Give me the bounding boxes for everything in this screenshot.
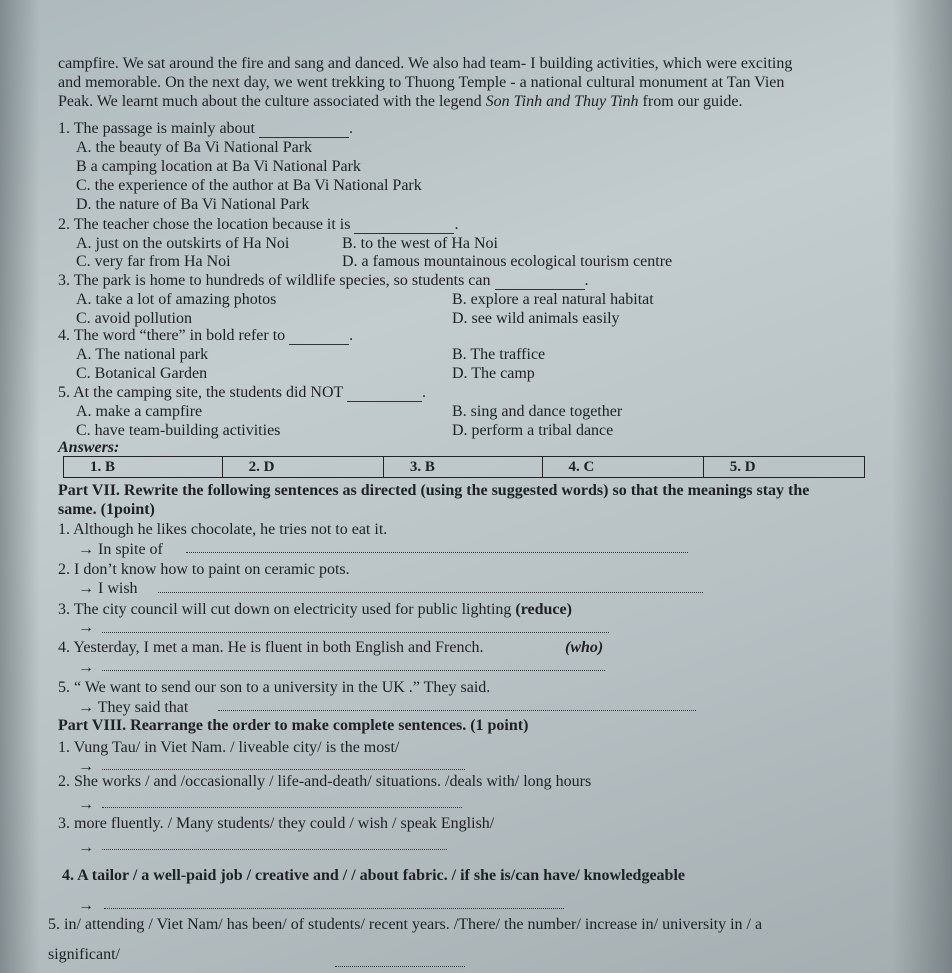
- q4-option-c: C. Botanical Garden: [76, 365, 208, 382]
- passage-text: Peak. We learnt much about the culture associated with the legend: [58, 93, 486, 110]
- p8-sentence-1: 1. Vung Tau/ in Viet Nam. / liveable city/ is the most/: [58, 739, 400, 756]
- answer-line[interactable]: [102, 769, 465, 770]
- answer-line[interactable]: [218, 710, 696, 711]
- answer-line[interactable]: [335, 966, 465, 967]
- q1-option-c: C. the experience of the author at Ba Vi National Park: [76, 177, 422, 194]
- answers-label: Answers:: [58, 439, 120, 456]
- q5-option-c: C. have team-building activities: [76, 422, 281, 439]
- p7-answer-prefix-5: → They said that: [78, 699, 189, 716]
- q5-option-b: B. sing and dance together: [452, 403, 623, 420]
- p8-sentence-5: 5. in/ attending / Viet Nam/ has been/ of students/ recent years. /There/ the number/ increase in/ university in / a: [48, 916, 763, 933]
- p7-sentence-5: 5. “ We want to send our son to a university in the UK .” They said.: [58, 679, 491, 696]
- answer-line[interactable]: [102, 807, 462, 808]
- answer-blank[interactable]: [347, 387, 422, 402]
- answer-blank[interactable]: [259, 123, 349, 138]
- answer-cell: 5. D: [703, 457, 864, 478]
- p8-answer-prefix-1: →: [78, 758, 94, 775]
- part8-title: Part VIII. Rearrange the order to make complete sentences. (1 point): [58, 717, 529, 734]
- q4-option-d: D. The camp: [452, 365, 535, 382]
- p7-sentence-4: 4. Yesterday, I met a man. He is fluent in both English and French.: [58, 639, 484, 656]
- answer-cell: 1. B: [64, 457, 223, 478]
- answer-cell: 3. B: [383, 457, 542, 478]
- q3-option-d: D. see wild animals easily: [452, 310, 620, 327]
- q4-option-b: B. The traffice: [452, 346, 546, 363]
- q3-option-b: B. explore a real natural habitat: [452, 291, 654, 308]
- answer-blank[interactable]: [289, 330, 349, 345]
- passage-line-3: [58, 92, 743, 111]
- p8-answer-prefix-2: →: [78, 796, 94, 813]
- p8-sentence-2: 2. She works / and /occasionally / life-and-death/ situations. /deals with/ long hours: [58, 773, 592, 790]
- answer-line[interactable]: [186, 552, 688, 553]
- answers-table: [63, 456, 865, 478]
- page-shadow-right: [892, 0, 952, 973]
- q5-option-a: A. make a campfire: [76, 403, 203, 420]
- p8-sentence-5-cont: significant/: [48, 946, 120, 963]
- p7-answer-prefix-3: →: [78, 619, 94, 636]
- answer-cell: 2. D: [222, 457, 383, 478]
- hint-word: (who): [565, 639, 604, 656]
- p8-sentence-3: 3. more fluently. / Many students/ they could / wish / speak English/: [58, 815, 495, 832]
- p7-sentence-1: 1. Although he likes chocolate, he tries not to eat it.: [58, 521, 388, 538]
- q3-option-c: C. avoid pollution: [76, 310, 192, 327]
- p7-answer-prefix-2: → I wish: [78, 580, 138, 597]
- question-4-stem: 4. The word “there” in bold refer to .: [58, 327, 354, 344]
- page-shadow-left: [0, 0, 40, 973]
- q2-option-c: C. very far from Ha Noi: [76, 253, 231, 270]
- hint-word: (reduce): [515, 601, 572, 618]
- question-1-stem: 1. The passage is mainly about .: [58, 120, 353, 137]
- answer-line[interactable]: [158, 592, 703, 593]
- answer-line[interactable]: [102, 849, 447, 850]
- answer-blank[interactable]: [495, 275, 585, 290]
- legend-title: Son Tinh and Thuy Tinh: [485, 93, 639, 110]
- p7-answer-prefix-4: →: [78, 659, 94, 676]
- q2-option-b: B. to the west of Ha Noi: [342, 235, 498, 252]
- p7-sentence-2: 2. I don’t know how to paint on ceramic pots.: [58, 561, 350, 578]
- answer-line[interactable]: [102, 632, 609, 633]
- p8-sentence-4: 4. A tailor / a well-paid job / creative and / / about fabric. / if she is/can have/ knowledgeable: [62, 867, 685, 884]
- p8-answer-prefix-3: →: [78, 839, 94, 856]
- part7-title-cont: same. (1point): [58, 501, 155, 518]
- q5-option-d: D. perform a tribal dance: [452, 422, 614, 439]
- passage-text: from our guide.: [638, 93, 743, 110]
- part7-title: Part VII. Rewrite the following sentences as directed (using the suggested words) so that the meanings stay the: [58, 482, 810, 499]
- p7-answer-prefix-1: → In spite of: [78, 541, 163, 558]
- answer-cell: 4. C: [542, 457, 703, 478]
- question-2-stem: 2. The teacher chose the location because it is .: [58, 216, 459, 233]
- passage-line-1: campfire. We sat around the fire and sang and danced. We also had team- I building activities, which were exciting: [58, 55, 793, 72]
- q2-option-a: A. just on the outskirts of Ha Noi: [76, 235, 290, 252]
- answer-blank[interactable]: [354, 219, 454, 234]
- q4-option-a: A. The national park: [76, 346, 209, 363]
- question-3-stem: 3. The park is home to hundreds of wildlife species, so students can .: [58, 272, 589, 289]
- answer-line[interactable]: [104, 908, 564, 909]
- question-5-stem: 5. At the camping site, the students did NOT .: [58, 384, 427, 401]
- passage-line-2: and memorable. On the next day, we went trekking to Thuong Temple - a national cultural monument at Tan Vien: [58, 74, 785, 91]
- q1-option-a: A. the beauty of Ba Vi National Park: [76, 139, 313, 156]
- q3-option-a: A. take a lot of amazing photos: [76, 291, 277, 308]
- q1-option-d: D. the nature of Ba Vi National Park: [76, 196, 310, 213]
- p7-sentence-3: 3. The city council will cut down on electricity used for public lighting (reduce): [58, 601, 572, 618]
- p8-answer-prefix-4: →: [78, 897, 94, 914]
- q2-option-d: D. a famous mountainous ecological tourism centre: [342, 253, 673, 270]
- answer-line[interactable]: [102, 670, 605, 671]
- q1-option-b: B a camping location at Ba Vi National Park: [76, 158, 361, 175]
